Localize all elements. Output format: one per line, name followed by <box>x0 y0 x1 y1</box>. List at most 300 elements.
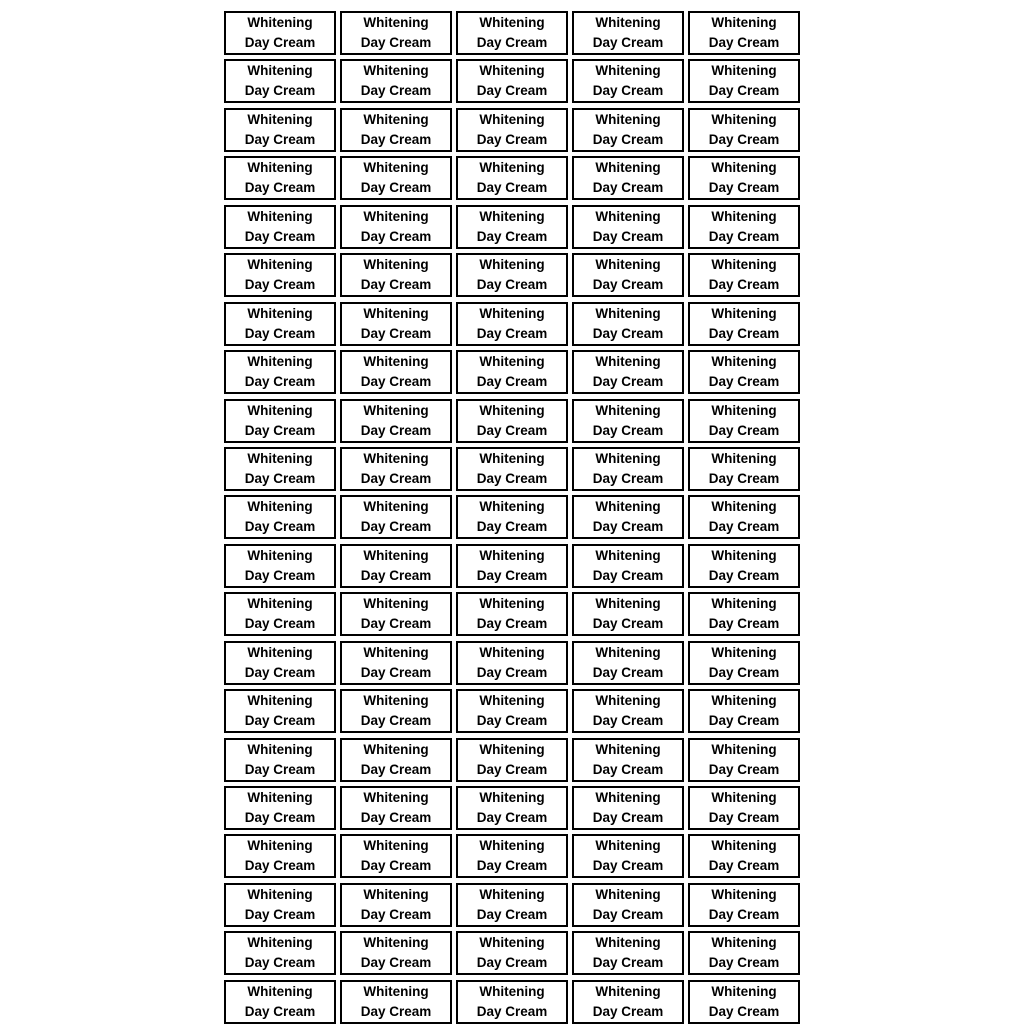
product-label <box>340 447 452 491</box>
product-label <box>224 495 336 539</box>
product-label <box>572 883 684 927</box>
label-line-2: Day Cream <box>244 519 316 535</box>
label-line-1: Whitening <box>479 838 545 854</box>
label-line-1: Whitening <box>711 257 777 273</box>
label-line-2: Day Cream <box>244 374 316 390</box>
label-line-1: Whitening <box>363 547 429 563</box>
label-line-2: Day Cream <box>476 761 548 777</box>
product-label <box>340 399 452 443</box>
label-line-1: Whitening <box>479 208 545 224</box>
label-line-2: Day Cream <box>708 567 780 583</box>
label-line-2: Day Cream <box>592 664 664 680</box>
product-label <box>572 108 684 152</box>
label-line-2: Day Cream <box>360 277 432 293</box>
label-line-1: Whitening <box>711 450 777 466</box>
label-line-1: Whitening <box>595 354 661 370</box>
label-line-1: Whitening <box>247 741 313 757</box>
label-line-1: Whitening <box>247 644 313 660</box>
label-line-2: Day Cream <box>476 180 548 196</box>
label-line-1: Whitening <box>247 838 313 854</box>
product-label <box>688 399 800 443</box>
product-label <box>572 980 684 1024</box>
product-label <box>688 495 800 539</box>
label-line-2: Day Cream <box>244 761 316 777</box>
product-label <box>340 495 452 539</box>
label-line-2: Day Cream <box>360 422 432 438</box>
product-label <box>688 302 800 346</box>
label-line-1: Whitening <box>479 547 545 563</box>
label-line-2: Day Cream <box>592 180 664 196</box>
label-line-1: Whitening <box>247 63 313 79</box>
label-line-2: Day Cream <box>476 664 548 680</box>
label-line-1: Whitening <box>363 596 429 612</box>
label-line-2: Day Cream <box>360 325 432 341</box>
label-line-2: Day Cream <box>244 567 316 583</box>
product-label <box>456 302 568 346</box>
product-label <box>224 931 336 975</box>
label-line-1: Whitening <box>363 402 429 418</box>
label-line-1: Whitening <box>711 499 777 515</box>
label-line-2: Day Cream <box>360 1003 432 1019</box>
label-line-2: Day Cream <box>708 858 780 874</box>
label-line-2: Day Cream <box>476 810 548 825</box>
product-label <box>456 641 568 685</box>
product-label <box>224 592 336 636</box>
label-line-2: Day Cream <box>476 131 548 147</box>
product-label <box>688 108 800 152</box>
product-label <box>340 738 452 782</box>
label-line-1: Whitening <box>363 15 429 30</box>
product-label <box>456 59 568 103</box>
product-label <box>572 302 684 346</box>
label-line-1: Whitening <box>363 886 429 902</box>
product-label <box>456 931 568 975</box>
product-label <box>340 108 452 152</box>
label-line-1: Whitening <box>711 693 777 709</box>
product-label <box>224 738 336 782</box>
label-line-1: Whitening <box>479 790 545 805</box>
label-line-2: Day Cream <box>708 761 780 777</box>
label-line-1: Whitening <box>479 257 545 273</box>
label-line-2: Day Cream <box>360 810 432 825</box>
label-line-2: Day Cream <box>244 35 316 50</box>
label-line-1: Whitening <box>711 790 777 805</box>
label-line-1: Whitening <box>363 63 429 79</box>
label-line-2: Day Cream <box>592 906 664 922</box>
label-line-2: Day Cream <box>360 858 432 874</box>
label-line-1: Whitening <box>711 983 777 999</box>
product-label <box>456 592 568 636</box>
label-line-2: Day Cream <box>708 955 780 971</box>
product-label <box>340 253 452 297</box>
label-line-2: Day Cream <box>244 325 316 341</box>
label-line-1: Whitening <box>363 499 429 515</box>
label-line-1: Whitening <box>479 450 545 466</box>
product-label <box>224 253 336 297</box>
label-line-1: Whitening <box>595 935 661 951</box>
label-line-1: Whitening <box>247 257 313 273</box>
product-label <box>456 738 568 782</box>
label-line-1: Whitening <box>247 354 313 370</box>
label-line-1: Whitening <box>479 160 545 176</box>
label-line-2: Day Cream <box>592 858 664 874</box>
label-line-2: Day Cream <box>592 761 664 777</box>
label-line-2: Day Cream <box>360 906 432 922</box>
product-label <box>456 11 568 55</box>
label-line-2: Day Cream <box>708 180 780 196</box>
label-line-1: Whitening <box>247 790 313 805</box>
label-line-1: Whitening <box>247 983 313 999</box>
label-line-2: Day Cream <box>476 35 548 50</box>
label-line-2: Day Cream <box>592 374 664 390</box>
product-label <box>572 156 684 200</box>
product-label <box>340 350 452 394</box>
product-label <box>688 11 800 55</box>
label-line-2: Day Cream <box>244 713 316 729</box>
product-label <box>224 399 336 443</box>
product-label <box>572 738 684 782</box>
product-label <box>572 544 684 588</box>
label-line-2: Day Cream <box>244 858 316 874</box>
label-line-1: Whitening <box>479 886 545 902</box>
label-line-2: Day Cream <box>592 228 664 244</box>
product-label <box>456 544 568 588</box>
label-line-1: Whitening <box>595 983 661 999</box>
label-line-2: Day Cream <box>708 664 780 680</box>
label-line-1: Whitening <box>595 208 661 224</box>
label-line-1: Whitening <box>479 741 545 757</box>
label-line-1: Whitening <box>479 499 545 515</box>
product-label <box>224 302 336 346</box>
label-line-2: Day Cream <box>592 83 664 99</box>
product-label <box>688 350 800 394</box>
product-label <box>456 447 568 491</box>
label-line-2: Day Cream <box>708 470 780 486</box>
product-label <box>572 786 684 830</box>
label-line-2: Day Cream <box>476 519 548 535</box>
product-label <box>456 205 568 249</box>
product-label <box>456 156 568 200</box>
label-line-1: Whitening <box>247 402 313 418</box>
label-line-2: Day Cream <box>244 131 316 147</box>
label-line-1: Whitening <box>247 160 313 176</box>
label-line-1: Whitening <box>363 160 429 176</box>
label-line-1: Whitening <box>595 790 661 805</box>
product-label <box>572 399 684 443</box>
label-line-2: Day Cream <box>244 470 316 486</box>
label-line-1: Whitening <box>595 838 661 854</box>
label-line-1: Whitening <box>711 596 777 612</box>
product-label <box>456 253 568 297</box>
product-label <box>340 205 452 249</box>
product-label <box>688 689 800 733</box>
label-line-1: Whitening <box>363 450 429 466</box>
label-line-1: Whitening <box>363 111 429 127</box>
label-line-2: Day Cream <box>244 955 316 971</box>
label-line-1: Whitening <box>247 208 313 224</box>
label-line-1: Whitening <box>479 63 545 79</box>
product-label <box>224 980 336 1024</box>
label-line-1: Whitening <box>595 111 661 127</box>
label-sheet <box>224 11 802 1024</box>
product-label <box>224 11 336 55</box>
product-label <box>688 544 800 588</box>
label-line-1: Whitening <box>711 838 777 854</box>
label-line-1: Whitening <box>247 547 313 563</box>
label-line-1: Whitening <box>247 111 313 127</box>
label-line-1: Whitening <box>711 305 777 321</box>
label-line-2: Day Cream <box>360 519 432 535</box>
product-label <box>224 350 336 394</box>
label-line-2: Day Cream <box>244 1003 316 1019</box>
label-line-2: Day Cream <box>476 228 548 244</box>
label-line-1: Whitening <box>711 935 777 951</box>
product-label <box>688 980 800 1024</box>
label-line-1: Whitening <box>595 63 661 79</box>
product-label <box>224 689 336 733</box>
product-label <box>572 350 684 394</box>
label-line-1: Whitening <box>711 15 777 30</box>
label-line-1: Whitening <box>247 499 313 515</box>
product-label <box>456 350 568 394</box>
label-line-2: Day Cream <box>592 35 664 50</box>
label-line-2: Day Cream <box>592 616 664 632</box>
label-line-2: Day Cream <box>360 35 432 50</box>
label-line-1: Whitening <box>595 693 661 709</box>
product-label <box>572 834 684 878</box>
product-label <box>340 11 452 55</box>
label-line-2: Day Cream <box>476 955 548 971</box>
label-line-2: Day Cream <box>708 519 780 535</box>
product-label <box>572 592 684 636</box>
product-label <box>572 447 684 491</box>
label-line-2: Day Cream <box>592 519 664 535</box>
label-line-2: Day Cream <box>360 616 432 632</box>
label-line-1: Whitening <box>595 160 661 176</box>
label-line-1: Whitening <box>247 886 313 902</box>
label-line-2: Day Cream <box>708 131 780 147</box>
label-line-1: Whitening <box>247 450 313 466</box>
label-line-2: Day Cream <box>592 713 664 729</box>
product-label <box>688 883 800 927</box>
label-line-2: Day Cream <box>476 83 548 99</box>
label-line-2: Day Cream <box>708 83 780 99</box>
label-line-1: Whitening <box>363 354 429 370</box>
label-line-1: Whitening <box>363 644 429 660</box>
label-line-2: Day Cream <box>708 810 780 825</box>
product-label <box>572 931 684 975</box>
product-label <box>688 253 800 297</box>
label-line-2: Day Cream <box>360 180 432 196</box>
label-line-2: Day Cream <box>244 83 316 99</box>
label-line-2: Day Cream <box>476 325 548 341</box>
label-line-2: Day Cream <box>360 374 432 390</box>
label-line-1: Whitening <box>711 644 777 660</box>
product-label <box>340 544 452 588</box>
label-line-1: Whitening <box>247 935 313 951</box>
label-line-2: Day Cream <box>708 1003 780 1019</box>
label-line-2: Day Cream <box>360 131 432 147</box>
product-label <box>688 834 800 878</box>
label-line-2: Day Cream <box>360 83 432 99</box>
label-line-1: Whitening <box>595 499 661 515</box>
product-label <box>688 592 800 636</box>
label-line-2: Day Cream <box>476 470 548 486</box>
label-line-1: Whitening <box>595 257 661 273</box>
label-line-2: Day Cream <box>360 713 432 729</box>
label-line-2: Day Cream <box>592 131 664 147</box>
label-line-2: Day Cream <box>708 277 780 293</box>
label-line-1: Whitening <box>711 63 777 79</box>
label-line-2: Day Cream <box>360 567 432 583</box>
product-label <box>224 59 336 103</box>
label-line-1: Whitening <box>595 402 661 418</box>
label-line-2: Day Cream <box>592 567 664 583</box>
product-label <box>340 931 452 975</box>
label-line-1: Whitening <box>363 790 429 805</box>
product-label <box>224 108 336 152</box>
product-label <box>340 302 452 346</box>
label-line-2: Day Cream <box>476 616 548 632</box>
label-line-1: Whitening <box>479 354 545 370</box>
label-line-2: Day Cream <box>476 713 548 729</box>
label-line-2: Day Cream <box>244 906 316 922</box>
label-line-2: Day Cream <box>592 422 664 438</box>
label-line-2: Day Cream <box>476 422 548 438</box>
label-line-1: Whitening <box>247 693 313 709</box>
product-label <box>224 641 336 685</box>
label-line-1: Whitening <box>711 741 777 757</box>
product-label <box>688 156 800 200</box>
label-line-1: Whitening <box>595 644 661 660</box>
label-line-1: Whitening <box>247 305 313 321</box>
label-line-1: Whitening <box>711 547 777 563</box>
label-line-1: Whitening <box>595 450 661 466</box>
label-line-2: Day Cream <box>476 858 548 874</box>
label-line-2: Day Cream <box>360 228 432 244</box>
label-line-2: Day Cream <box>476 906 548 922</box>
label-line-2: Day Cream <box>244 616 316 632</box>
label-line-2: Day Cream <box>708 422 780 438</box>
product-label <box>572 495 684 539</box>
label-line-1: Whitening <box>595 15 661 30</box>
product-label <box>224 205 336 249</box>
product-label <box>456 495 568 539</box>
label-line-1: Whitening <box>711 208 777 224</box>
product-label <box>340 980 452 1024</box>
product-label <box>572 641 684 685</box>
label-line-2: Day Cream <box>708 906 780 922</box>
label-line-2: Day Cream <box>476 567 548 583</box>
label-line-1: Whitening <box>595 596 661 612</box>
product-label <box>688 738 800 782</box>
label-line-2: Day Cream <box>360 470 432 486</box>
label-line-1: Whitening <box>479 111 545 127</box>
label-line-1: Whitening <box>363 305 429 321</box>
label-line-2: Day Cream <box>360 664 432 680</box>
label-line-1: Whitening <box>595 305 661 321</box>
label-line-2: Day Cream <box>592 277 664 293</box>
product-label <box>688 447 800 491</box>
label-line-2: Day Cream <box>708 228 780 244</box>
product-label <box>688 786 800 830</box>
label-line-1: Whitening <box>711 160 777 176</box>
label-line-2: Day Cream <box>708 616 780 632</box>
product-label <box>340 883 452 927</box>
product-label <box>572 59 684 103</box>
product-label <box>340 59 452 103</box>
label-line-1: Whitening <box>595 886 661 902</box>
label-line-1: Whitening <box>479 935 545 951</box>
label-line-2: Day Cream <box>360 761 432 777</box>
label-line-1: Whitening <box>363 741 429 757</box>
product-label <box>224 156 336 200</box>
product-label <box>688 931 800 975</box>
label-line-1: Whitening <box>711 354 777 370</box>
product-label <box>572 205 684 249</box>
label-line-2: Day Cream <box>244 180 316 196</box>
label-line-2: Day Cream <box>244 277 316 293</box>
label-line-1: Whitening <box>479 983 545 999</box>
label-line-1: Whitening <box>479 596 545 612</box>
product-label <box>456 980 568 1024</box>
label-line-1: Whitening <box>247 15 313 30</box>
product-label <box>688 59 800 103</box>
label-line-1: Whitening <box>247 596 313 612</box>
product-label <box>340 592 452 636</box>
product-label <box>456 108 568 152</box>
label-line-1: Whitening <box>363 935 429 951</box>
product-label <box>456 883 568 927</box>
label-line-2: Day Cream <box>476 1003 548 1019</box>
label-line-2: Day Cream <box>592 955 664 971</box>
product-label <box>572 11 684 55</box>
label-line-2: Day Cream <box>708 713 780 729</box>
product-label <box>340 689 452 733</box>
label-line-1: Whitening <box>479 644 545 660</box>
product-label <box>224 447 336 491</box>
product-label <box>340 786 452 830</box>
label-line-2: Day Cream <box>244 810 316 825</box>
label-line-2: Day Cream <box>592 325 664 341</box>
label-line-2: Day Cream <box>708 325 780 341</box>
label-line-2: Day Cream <box>244 422 316 438</box>
label-line-1: Whitening <box>479 15 545 30</box>
label-line-2: Day Cream <box>244 664 316 680</box>
product-label <box>224 883 336 927</box>
label-line-1: Whitening <box>363 257 429 273</box>
label-line-1: Whitening <box>363 693 429 709</box>
label-line-2: Day Cream <box>360 955 432 971</box>
label-line-2: Day Cream <box>708 374 780 390</box>
label-line-1: Whitening <box>595 741 661 757</box>
label-line-1: Whitening <box>479 693 545 709</box>
label-line-1: Whitening <box>479 402 545 418</box>
label-line-1: Whitening <box>363 838 429 854</box>
product-label <box>688 641 800 685</box>
label-line-2: Day Cream <box>592 1003 664 1019</box>
product-label <box>688 205 800 249</box>
product-label <box>340 834 452 878</box>
label-line-1: Whitening <box>711 111 777 127</box>
label-line-2: Day Cream <box>476 374 548 390</box>
product-label <box>224 834 336 878</box>
label-line-2: Day Cream <box>708 35 780 50</box>
label-line-2: Day Cream <box>476 277 548 293</box>
product-label <box>456 834 568 878</box>
label-line-1: Whitening <box>479 305 545 321</box>
product-label <box>340 156 452 200</box>
